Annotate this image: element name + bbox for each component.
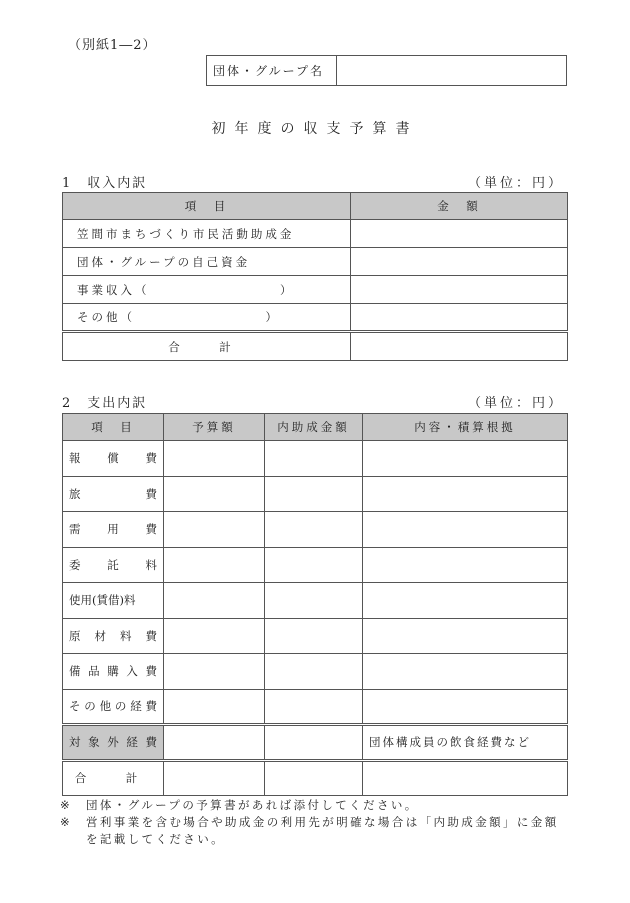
expense-unit: （単位：円） [467,396,564,411]
income-total-field[interactable] [351,332,568,361]
income-unit: （単位：円） [467,176,564,191]
note-mark: ※ [60,798,70,812]
expense-budget-field[interactable] [164,547,265,583]
expense-item-char: 料 [145,557,157,572]
expense-item-char: 外 [107,735,119,750]
expense-item-char: 品 [88,664,100,679]
expense-content-field[interactable] [363,441,568,477]
appendix-label: （別紙1―2） [68,38,157,53]
table-row [63,304,568,332]
expense-subsidy-field[interactable] [265,512,363,548]
expense-item-char: 託 [107,557,119,572]
table-row [63,654,568,690]
note-mark: ※ [60,815,70,829]
note-item [60,814,565,848]
expense-item [63,547,164,583]
expense-item-char: 料 [120,628,132,643]
expense-item-char: 材 [94,628,106,643]
expense-content-field[interactable] [363,618,568,654]
expense-item-char: 費 [145,451,157,466]
table-row [63,618,568,654]
expense-item-char: の [84,699,96,714]
expense-budget-field[interactable] [164,689,265,725]
document-title: 初年度の収支予算書 [211,121,419,137]
expense-budget-field[interactable] [164,441,265,477]
expense-subsidy-field[interactable] [265,547,363,583]
expense-item-char: そ [69,699,81,714]
excluded-subsidy-field[interactable] [265,725,363,761]
expense-content-field[interactable] [363,654,568,690]
income-table [62,192,568,361]
expense-item-char: 費 [145,699,157,714]
expense-item-char: 経 [126,735,138,750]
expense-content-field[interactable] [363,512,568,548]
notes [60,797,565,848]
excluded-content[interactable]: 団体構成員の飲食経費など [363,725,568,761]
expense-item-char: 経 [130,699,142,714]
expense-total-budget-field[interactable] [164,760,265,796]
excluded-expense-label [63,725,164,761]
income-amount-field[interactable] [351,304,568,332]
expense-item [63,512,164,548]
expense-item-char: 対 [69,735,81,750]
income-item: 団体・グループの自己資金 [63,248,351,276]
expense-item [63,583,164,619]
expense-item [63,654,164,690]
expense-item-char: 需 [69,522,81,537]
table-row [63,512,568,548]
income-header-item: 項 目 [63,193,351,220]
group-name-field[interactable] [337,56,566,85]
table-row [63,220,568,248]
note-text: 営利事業を含む場合や助成金の利用先が明確な場合は「内助成金額」に金額を記載してください。 [86,815,559,846]
expense-item [63,441,164,477]
expense-budget-field[interactable] [164,654,265,690]
expense-content-field[interactable] [363,476,568,512]
income-amount-field[interactable] [351,248,568,276]
note-text: 団体・グループの予算書があれば添付してください。 [86,798,419,812]
expense-subsidy-field[interactable] [265,441,363,477]
expense-item [63,689,164,725]
expense-content-field[interactable] [363,689,568,725]
income-item: 笠間市まちづくり市民活動助成金 [63,220,351,248]
group-name-box [206,55,567,86]
expense-item-char: 用 [107,522,119,537]
table-row [63,441,568,477]
expense-item-char: 費 [145,664,157,679]
table-row [63,583,568,619]
expense-subsidy-field[interactable] [265,654,363,690]
expense-table [62,413,568,796]
expense-item-char: 委 [69,557,81,572]
income-header-row [63,193,568,220]
table-row [63,248,568,276]
expense-budget-field[interactable] [164,512,265,548]
expense-item-char: 備 [69,664,81,679]
expense-item [63,618,164,654]
expense-budget-field[interactable] [164,618,265,654]
expense-budget-field[interactable] [164,583,265,619]
expense-item-char: の [114,699,127,714]
income-heading: 1 収入内訳 [62,176,148,191]
excluded-expense-row [63,725,568,761]
expense-budget-field[interactable] [164,476,265,512]
income-item: 事業収入（ ） [63,276,351,304]
table-row [63,547,568,583]
expense-total-row [63,760,568,796]
expense-subsidy-field[interactable] [265,583,363,619]
expense-subsidy-field[interactable] [265,476,363,512]
expense-item-char: 使用(賃借)料 [69,593,136,608]
expense-item-char: 入 [126,664,138,679]
expense-item-char: 報 [69,451,81,466]
expense-item-char: 旅 [69,486,81,501]
expense-total-label: 合 計 [63,760,164,796]
expense-heading: 2 支出内訳 [62,396,148,411]
note-item [60,797,565,814]
table-row [63,689,568,725]
table-row [63,276,568,304]
expense-item-char: 費 [145,486,157,501]
expense-header-subsidy: 内助成金額 [265,414,363,441]
expense-item-char: 購 [107,664,119,679]
expense-header-content: 内容・積算根拠 [363,414,568,441]
expense-item [63,476,164,512]
income-total-label: 合 計 [63,332,351,361]
expense-subsidy-field[interactable] [265,618,363,654]
income-item: その他（ ） [63,304,351,332]
expense-item-char: 費 [145,628,157,643]
excluded-budget-field[interactable] [164,725,265,761]
expense-item-char: 費 [145,735,157,750]
expense-item-char: 象 [88,735,100,750]
income-total-row [63,332,568,361]
income-header-amount: 金 額 [351,193,568,220]
expense-header-row [63,414,568,441]
table-row [63,476,568,512]
income-amount-field[interactable] [351,220,568,248]
expense-header-budget: 予算額 [164,414,265,441]
expense-item-char: 他 [99,699,112,714]
expense-total-subsidy-field[interactable] [265,760,363,796]
expense-header-item: 項 目 [63,414,164,441]
expense-subsidy-field[interactable] [265,689,363,725]
group-name-label: 団体・グループ名 [207,56,337,85]
expense-total-content-field[interactable] [363,760,568,796]
expense-item-char: 費 [145,522,157,537]
expense-item-char: 償 [107,451,119,466]
income-amount-field[interactable] [351,276,568,304]
expense-item-char: 原 [69,628,81,643]
expense-content-field[interactable] [363,547,568,583]
expense-content-field[interactable] [363,583,568,619]
